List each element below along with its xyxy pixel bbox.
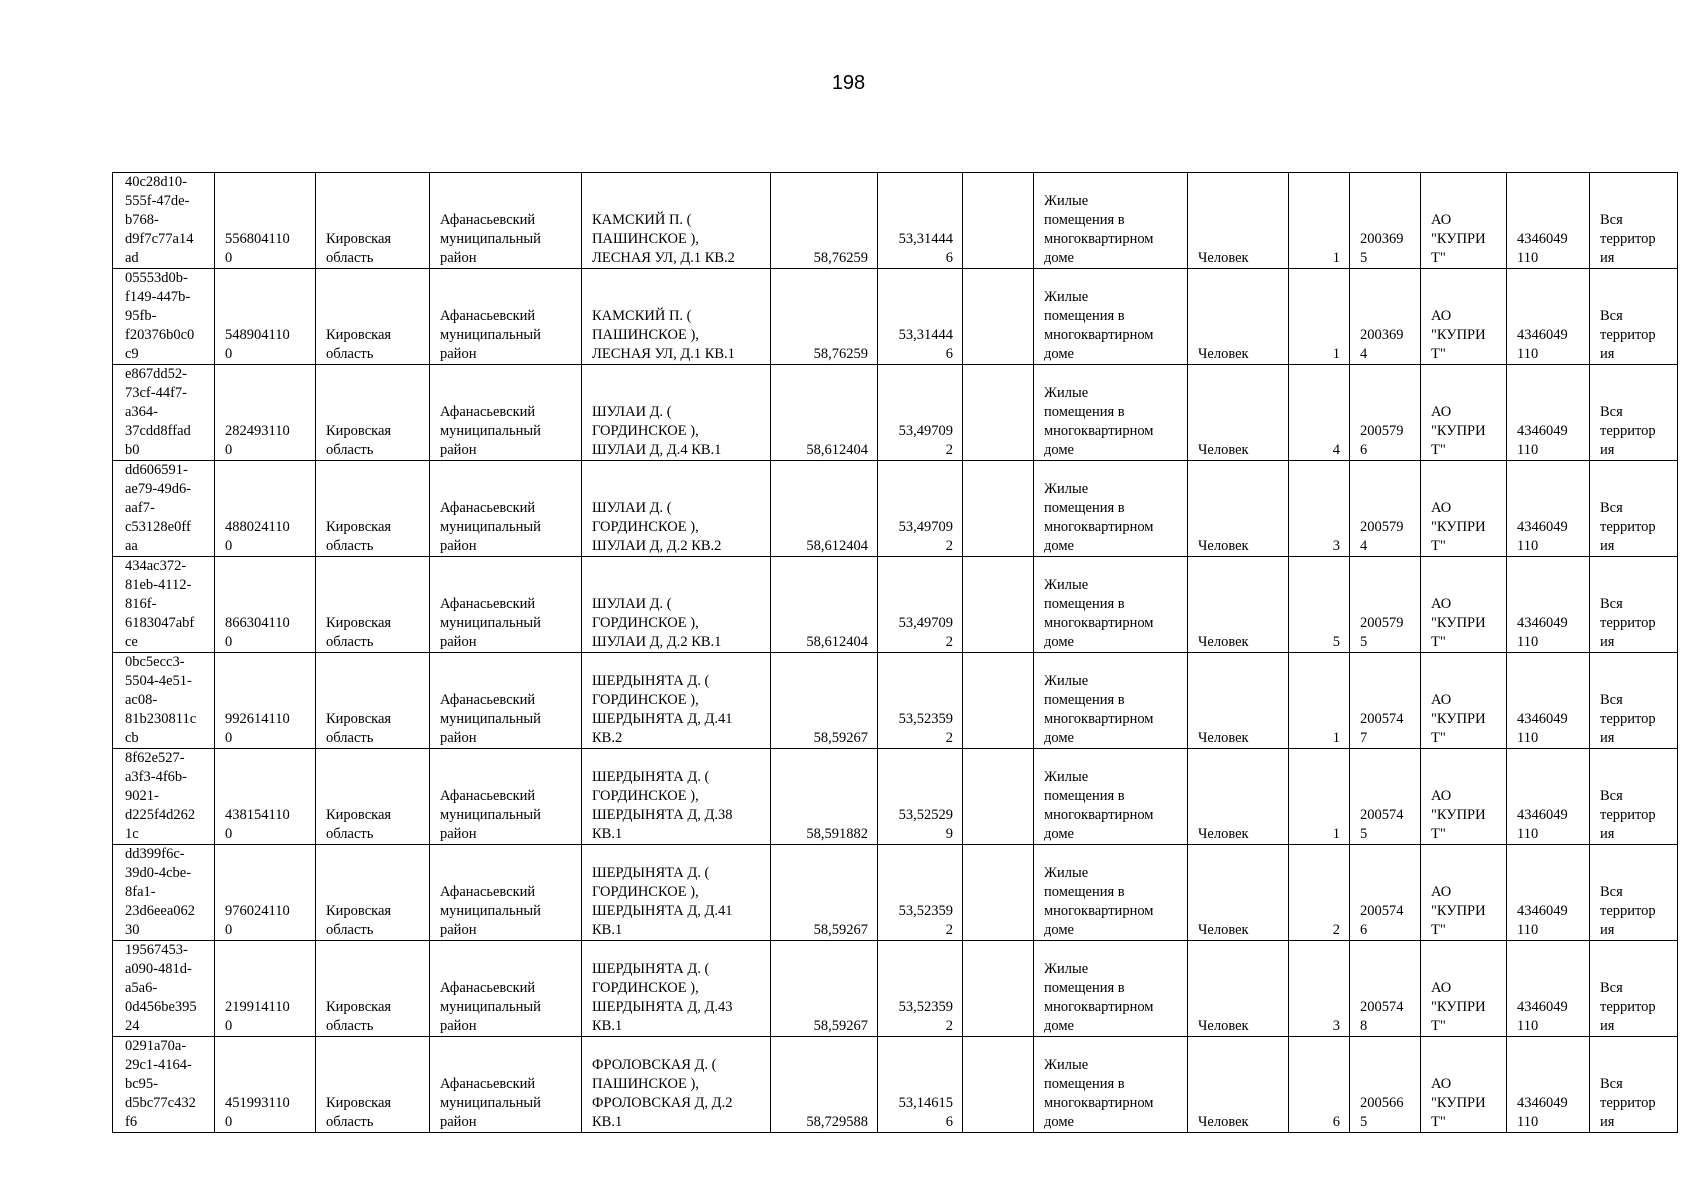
district-cell: Афанасьевский муниципальный район (430, 461, 582, 557)
region-cell: Кировская область (316, 269, 430, 365)
inn-cell: 4346049 110 (1507, 461, 1590, 557)
object-id-cell: 40c28d10- 555f-47de- b768- d9f7c77a14 ad (113, 173, 215, 269)
unit-cell: Человек (1188, 653, 1289, 749)
category-cell: Жилые помещения в многоквартирном доме (1034, 365, 1188, 461)
empty-cell (963, 845, 1034, 941)
code-cell: 219914110 0 (215, 941, 316, 1037)
inn-cell: 4346049 110 (1507, 269, 1590, 365)
table-row (113, 269, 1678, 365)
territory-cell: Вся территор ия (1590, 941, 1678, 1037)
organization-cell: АО "КУПРИ Т" (1421, 461, 1507, 557)
unit-cell: Человек (1188, 1037, 1289, 1133)
territory-cell: Вся территор ия (1590, 749, 1678, 845)
code-cell: 976024110 0 (215, 845, 316, 941)
territory-cell: Вся территор ия (1590, 461, 1678, 557)
count-cell: 5 (1289, 557, 1350, 653)
count-cell: 2 (1289, 845, 1350, 941)
category-cell: Жилые помещения в многоквартирном доме (1034, 749, 1188, 845)
district-cell: Афанасьевский муниципальный район (430, 845, 582, 941)
object-id-cell: 05553d0b- f149-447b- 95fb- f20376b0c0 c9 (113, 269, 215, 365)
district-cell: Афанасьевский муниципальный район (430, 653, 582, 749)
district-cell: Афанасьевский муниципальный район (430, 173, 582, 269)
table-row (113, 365, 1678, 461)
district-cell: Афанасьевский муниципальный район (430, 749, 582, 845)
table-row (113, 845, 1678, 941)
inn-cell: 4346049 110 (1507, 845, 1590, 941)
category-cell: Жилые помещения в многоквартирном доме (1034, 269, 1188, 365)
longitude-cell: 53,52359 2 (878, 845, 963, 941)
unit-cell: Человек (1188, 269, 1289, 365)
object-id-cell: 0291a70a- 29c1-4164- bc95- d5bc77c432 f6 (113, 1037, 215, 1133)
longitude-cell: 53,49709 2 (878, 461, 963, 557)
latitude-cell: 58,59267 (771, 941, 878, 1037)
object-id-cell: 19567453- a090-481d- a5a6- 0d456be395 24 (113, 941, 215, 1037)
empty-cell (963, 173, 1034, 269)
account-cell: 200579 6 (1350, 365, 1421, 461)
inn-cell: 4346049 110 (1507, 1037, 1590, 1133)
inn-cell: 4346049 110 (1507, 557, 1590, 653)
district-cell: Афанасьевский муниципальный район (430, 941, 582, 1037)
table-row (113, 749, 1678, 845)
code-cell: 438154110 0 (215, 749, 316, 845)
empty-cell (963, 461, 1034, 557)
region-cell: Кировская область (316, 461, 430, 557)
account-cell: 200574 6 (1350, 845, 1421, 941)
address-cell: ШУЛАИ Д. ( ГОРДИНСКОЕ ), ШУЛАИ Д, Д.2 КВ.2 (582, 461, 771, 557)
address-cell: КАМСКИЙ П. ( ПАШИНСКОЕ ), ЛЕСНАЯ УЛ, Д.1 КВ.2 (582, 173, 771, 269)
longitude-cell: 53,31444 6 (878, 173, 963, 269)
organization-cell: АО "КУПРИ Т" (1421, 653, 1507, 749)
region-cell: Кировская область (316, 653, 430, 749)
category-cell: Жилые помещения в многоквартирном доме (1034, 173, 1188, 269)
empty-cell (963, 941, 1034, 1037)
organization-cell: АО "КУПРИ Т" (1421, 749, 1507, 845)
table-row (113, 1037, 1678, 1133)
object-id-cell: 8f62e527- a3f3-4f6b- 9021- d225f4d262 1c (113, 749, 215, 845)
longitude-cell: 53,49709 2 (878, 557, 963, 653)
code-cell: 992614110 0 (215, 653, 316, 749)
account-cell: 200579 4 (1350, 461, 1421, 557)
unit-cell: Человек (1188, 749, 1289, 845)
code-cell: 451993110 0 (215, 1037, 316, 1133)
organization-cell: АО "КУПРИ Т" (1421, 1037, 1507, 1133)
account-cell: 200579 5 (1350, 557, 1421, 653)
account-cell: 200574 5 (1350, 749, 1421, 845)
empty-cell (963, 1037, 1034, 1133)
category-cell: Жилые помещения в многоквартирном доме (1034, 461, 1188, 557)
account-cell: 200574 7 (1350, 653, 1421, 749)
latitude-cell: 58,59267 (771, 653, 878, 749)
district-cell: Афанасьевский муниципальный район (430, 269, 582, 365)
code-cell: 548904110 0 (215, 269, 316, 365)
address-cell: ШЕРДЫНЯТА Д. ( ГОРДИНСКОЕ ), ШЕРДЫНЯТА Д, Д.41 КВ.1 (582, 845, 771, 941)
category-cell: Жилые помещения в многоквартирном доме (1034, 557, 1188, 653)
unit-cell: Человек (1188, 845, 1289, 941)
territory-cell: Вся территор ия (1590, 173, 1678, 269)
empty-cell (963, 653, 1034, 749)
territory-cell: Вся территор ия (1590, 1037, 1678, 1133)
category-cell: Жилые помещения в многоквартирном доме (1034, 941, 1188, 1037)
district-cell: Афанасьевский муниципальный район (430, 557, 582, 653)
longitude-cell: 53,49709 2 (878, 365, 963, 461)
inn-cell: 4346049 110 (1507, 749, 1590, 845)
empty-cell (963, 365, 1034, 461)
longitude-cell: 53,31444 6 (878, 269, 963, 365)
organization-cell: АО "КУПРИ Т" (1421, 845, 1507, 941)
territory-cell: Вся территор ия (1590, 557, 1678, 653)
code-cell: 488024110 0 (215, 461, 316, 557)
count-cell: 3 (1289, 941, 1350, 1037)
district-cell: Афанасьевский муниципальный район (430, 365, 582, 461)
longitude-cell: 53,52529 9 (878, 749, 963, 845)
latitude-cell: 58,612404 (771, 461, 878, 557)
organization-cell: АО "КУПРИ Т" (1421, 365, 1507, 461)
territory-cell: Вся территор ия (1590, 653, 1678, 749)
region-cell: Кировская область (316, 173, 430, 269)
object-id-cell: dd606591- ae79-49d6- aaf7- c53128e0ff aa (113, 461, 215, 557)
latitude-cell: 58,729588 (771, 1037, 878, 1133)
inn-cell: 4346049 110 (1507, 941, 1590, 1037)
region-cell: Кировская область (316, 1037, 430, 1133)
territory-cell: Вся территор ия (1590, 269, 1678, 365)
latitude-cell: 58,612404 (771, 365, 878, 461)
address-cell: КАМСКИЙ П. ( ПАШИНСКОЕ ), ЛЕСНАЯ УЛ, Д.1 КВ.1 (582, 269, 771, 365)
table-row (113, 173, 1678, 269)
address-cell: ШЕРДЫНЯТА Д. ( ГОРДИНСКОЕ ), ШЕРДЫНЯТА Д, Д.41 КВ.2 (582, 653, 771, 749)
address-cell: ШЕРДЫНЯТА Д. ( ГОРДИНСКОЕ ), ШЕРДЫНЯТА Д, Д.38 КВ.1 (582, 749, 771, 845)
code-cell: 556804110 0 (215, 173, 316, 269)
object-id-cell: 0bc5ecc3- 5504-4e51- ac08- 81b230811c cb (113, 653, 215, 749)
address-cell: ШУЛАИ Д. ( ГОРДИНСКОЕ ), ШУЛАИ Д, Д.4 КВ.1 (582, 365, 771, 461)
region-cell: Кировская область (316, 365, 430, 461)
account-cell: 200566 5 (1350, 1037, 1421, 1133)
latitude-cell: 58,612404 (771, 557, 878, 653)
code-cell: 866304110 0 (215, 557, 316, 653)
account-cell: 200369 4 (1350, 269, 1421, 365)
address-cell: ФРОЛОВСКАЯ Д. ( ПАШИНСКОЕ ), ФРОЛОВСКАЯ Д, Д.2 КВ.1 (582, 1037, 771, 1133)
latitude-cell: 58,76259 (771, 173, 878, 269)
table-row (113, 461, 1678, 557)
count-cell: 1 (1289, 653, 1350, 749)
territory-cell: Вся территор ия (1590, 845, 1678, 941)
unit-cell: Человек (1188, 461, 1289, 557)
latitude-cell: 58,76259 (771, 269, 878, 365)
category-cell: Жилые помещения в многоквартирном доме (1034, 653, 1188, 749)
longitude-cell: 53,14615 6 (878, 1037, 963, 1133)
address-cell: ШУЛАИ Д. ( ГОРДИНСКОЕ ), ШУЛАИ Д, Д.2 КВ.1 (582, 557, 771, 653)
category-cell: Жилые помещения в многоквартирном доме (1034, 845, 1188, 941)
object-id-cell: 434ac372- 81eb-4112- 816f- 6183047abf ce (113, 557, 215, 653)
region-cell: Кировская область (316, 557, 430, 653)
address-cell: ШЕРДЫНЯТА Д. ( ГОРДИНСКОЕ ), ШЕРДЫНЯТА Д, Д.43 КВ.1 (582, 941, 771, 1037)
region-cell: Кировская область (316, 749, 430, 845)
object-id-cell: dd399f6c- 39d0-4cbe- 8fa1- 23d6eea062 30 (113, 845, 215, 941)
count-cell: 1 (1289, 269, 1350, 365)
registry-body (113, 173, 1678, 1133)
region-cell: Кировская область (316, 941, 430, 1037)
latitude-cell: 58,591882 (771, 749, 878, 845)
count-cell: 6 (1289, 1037, 1350, 1133)
registry-table (112, 172, 1678, 1133)
longitude-cell: 53,52359 2 (878, 941, 963, 1037)
organization-cell: АО "КУПРИ Т" (1421, 557, 1507, 653)
organization-cell: АО "КУПРИ Т" (1421, 173, 1507, 269)
inn-cell: 4346049 110 (1507, 173, 1590, 269)
empty-cell (963, 557, 1034, 653)
table-row (113, 653, 1678, 749)
organization-cell: АО "КУПРИ Т" (1421, 941, 1507, 1037)
territory-cell: Вся территор ия (1590, 365, 1678, 461)
longitude-cell: 53,52359 2 (878, 653, 963, 749)
count-cell: 1 (1289, 173, 1350, 269)
latitude-cell: 58,59267 (771, 845, 878, 941)
table-row (113, 557, 1678, 653)
unit-cell: Человек (1188, 173, 1289, 269)
account-cell: 200369 5 (1350, 173, 1421, 269)
empty-cell (963, 269, 1034, 365)
empty-cell (963, 749, 1034, 845)
unit-cell: Человек (1188, 941, 1289, 1037)
inn-cell: 4346049 110 (1507, 365, 1590, 461)
account-cell: 200574 8 (1350, 941, 1421, 1037)
inn-cell: 4346049 110 (1507, 653, 1590, 749)
category-cell: Жилые помещения в многоквартирном доме (1034, 1037, 1188, 1133)
organization-cell: АО "КУПРИ Т" (1421, 269, 1507, 365)
count-cell: 3 (1289, 461, 1350, 557)
count-cell: 4 (1289, 365, 1350, 461)
count-cell: 1 (1289, 749, 1350, 845)
region-cell: Кировская область (316, 845, 430, 941)
object-id-cell: e867dd52- 73cf-44f7- a364- 37cdd8ffad b0 (113, 365, 215, 461)
code-cell: 282493110 0 (215, 365, 316, 461)
unit-cell: Человек (1188, 557, 1289, 653)
page-number: 198 (831, 72, 866, 94)
district-cell: Афанасьевский муниципальный район (430, 1037, 582, 1133)
table-row (113, 941, 1678, 1037)
unit-cell: Человек (1188, 365, 1289, 461)
